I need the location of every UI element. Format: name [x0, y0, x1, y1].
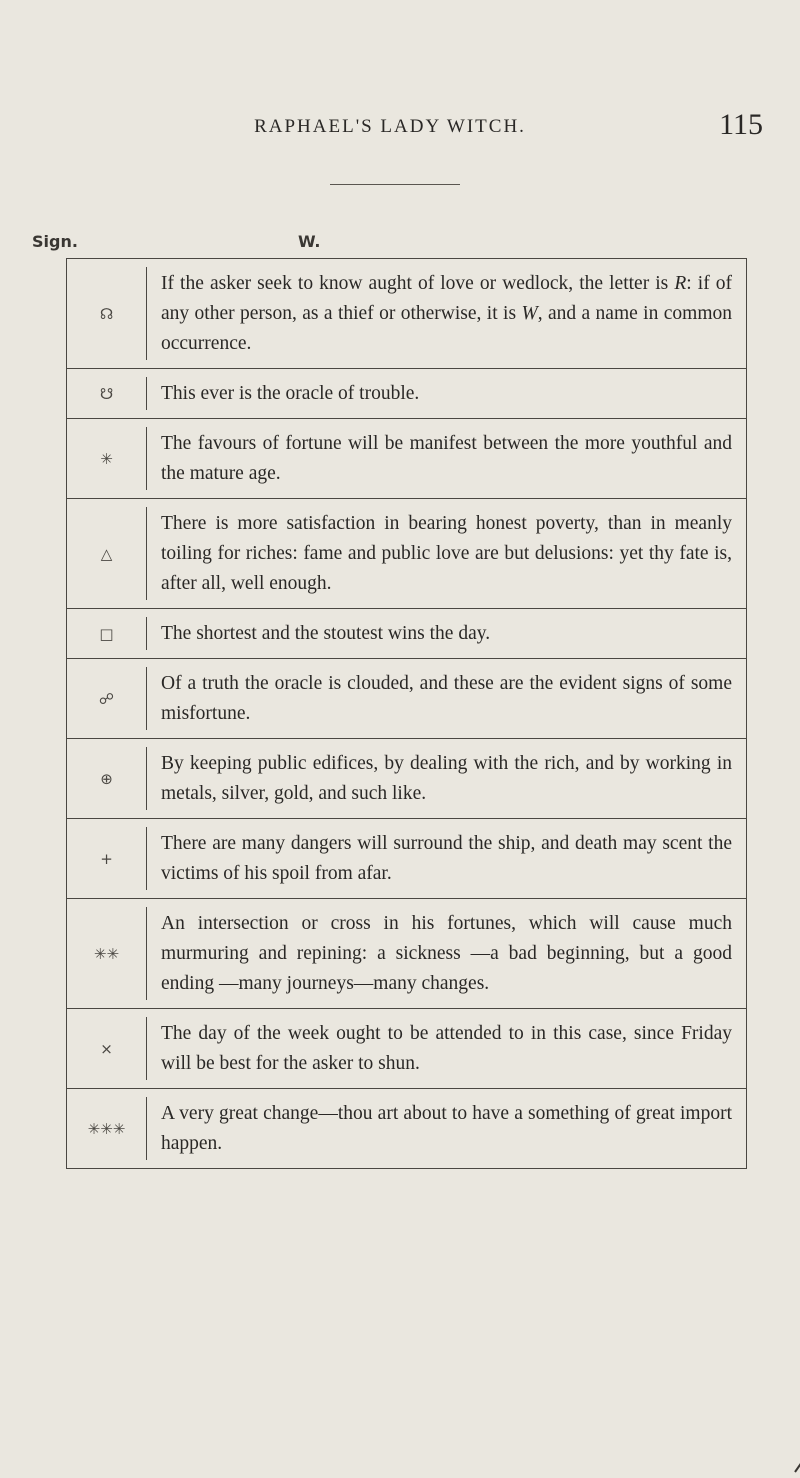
- sign-cell: ☍: [67, 667, 147, 730]
- meaning-cell: The favours of fortune will be manifest between the more youthful and the mature age.: [161, 433, 732, 484]
- meaning-cell: [147, 259, 746, 368]
- sign-cell: △: [67, 507, 147, 600]
- meaning-cell: A very great change—thou art about to have a something of great import happen.: [161, 1103, 732, 1154]
- running-title: RAPHAEL'S LADY WITCH.: [254, 116, 526, 137]
- table-row: [67, 1089, 746, 1168]
- oracle-table: [66, 258, 747, 1169]
- table-row: [67, 899, 746, 1009]
- meaning-text: : if of any other person, as a thief or otherwise, it is: [161, 273, 733, 324]
- sign-cell: ✳✳: [67, 907, 147, 1000]
- table-row: [67, 609, 746, 659]
- page-number: 115: [719, 108, 763, 141]
- meaning-cell: There is more satisfaction in bearing honest poverty, than in meanly toiling for riches: fame and public love are but delusions: yet thy fate is, after all, well enough.: [161, 513, 732, 594]
- table-row: [67, 739, 746, 819]
- table-row: [67, 1009, 746, 1089]
- sign-cell: □: [67, 617, 147, 650]
- meaning-cell: By keeping public edifices, by dealing with the rich, and by working in metals, silver, gold, and such like.: [161, 753, 732, 804]
- header-rule: [330, 184, 460, 185]
- sign-cell: ☊: [67, 267, 147, 360]
- pencil-mark: [794, 1381, 800, 1472]
- meaning-cell: Of a truth the oracle is clouded, and these are the evident signs of some misfortune.: [161, 673, 732, 724]
- meaning-cell: The shortest and the stoutest wins the day.: [161, 623, 491, 644]
- letter-r: R: [674, 273, 687, 294]
- letter-column-header: W.: [298, 232, 321, 251]
- sign-cell: ✳: [67, 427, 147, 490]
- letter-w: W: [521, 303, 538, 324]
- sign-column-header: Sign.: [32, 232, 78, 251]
- meaning-cell: This ever is the oracle of trouble.: [161, 383, 420, 404]
- page-header: [0, 108, 800, 148]
- table-row: [67, 419, 746, 499]
- meaning-text: , and a name in common occurrence.: [161, 303, 732, 354]
- table-row: [67, 819, 746, 899]
- meaning-cell: There are many dangers will surround the ship, and death may scent the victims of his spoil from afar.: [161, 833, 732, 884]
- sign-cell: +: [67, 827, 147, 890]
- table-row: [67, 259, 746, 369]
- column-headers: [0, 232, 800, 258]
- meaning-cell: The day of the week ought to be attended to in this case, since Friday will be best for the asker to shun.: [161, 1023, 732, 1074]
- sign-cell: ⊕: [67, 747, 147, 810]
- meaning-text: If the asker seek to know aught of love or wedlock, the letter is: [161, 273, 675, 294]
- table-row: [67, 659, 746, 739]
- sign-cell: ☋: [67, 377, 147, 410]
- sign-cell: ×: [67, 1017, 147, 1080]
- sign-cell: ✳✳✳: [67, 1097, 147, 1160]
- meaning-cell: An intersection or cross in his fortunes, which will cause much murmuring and repining: a sickness —a bad beginning, but a good ending —many journeys—many changes.: [161, 913, 732, 994]
- table-row: [67, 369, 746, 419]
- table-row: [67, 499, 746, 609]
